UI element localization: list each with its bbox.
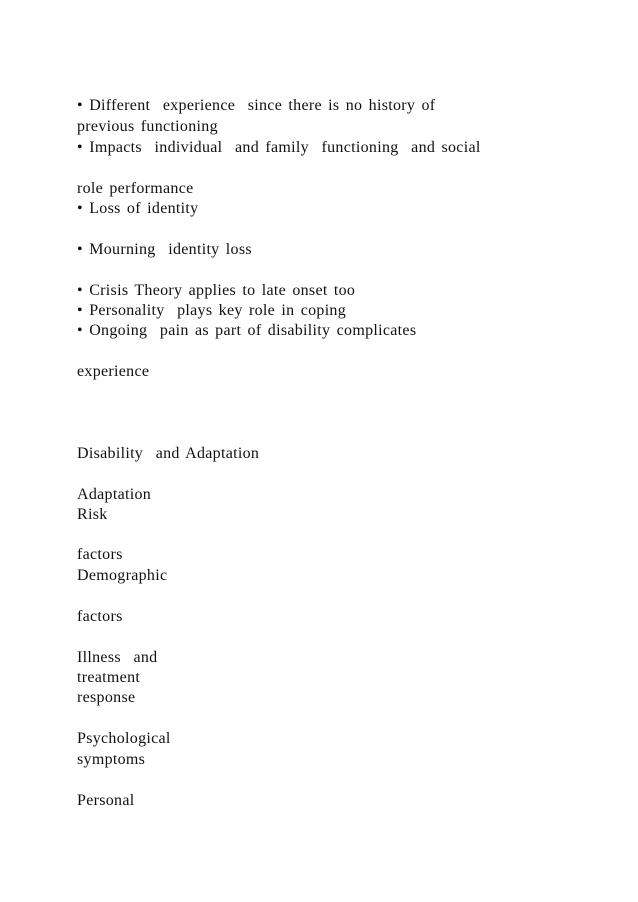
section-heading: Disability and Adaptation <box>77 445 260 462</box>
text-line: • Personality plays key role in coping <box>77 302 347 319</box>
text-line: • Loss of identity <box>77 200 199 217</box>
text-line: • Impacts individual and family functioning and social <box>77 139 481 156</box>
text-line: treatment <box>77 669 141 686</box>
text-line: Illness and <box>77 649 158 666</box>
text-line: Demographic <box>77 567 168 584</box>
text-line: • Mourning identity loss <box>77 241 252 258</box>
text-line: • Different experience since there is no history of <box>77 97 436 114</box>
text-line: • Ongoing pain as part of disability complicates <box>77 322 417 339</box>
text-line: factors <box>77 608 123 625</box>
text-line: Risk <box>77 506 108 523</box>
text-line: previous functioning <box>77 118 218 135</box>
text-line: role performance <box>77 180 194 197</box>
text-line: Psychological <box>77 730 171 747</box>
text-line: Adaptation <box>77 486 152 503</box>
text-line: response <box>77 689 136 706</box>
text-line: factors <box>77 546 123 563</box>
text-line: Personal <box>77 792 135 809</box>
text-line: symptoms <box>77 751 146 768</box>
text-line: experience <box>77 363 150 380</box>
text-line: • Crisis Theory applies to late onset too <box>77 282 356 299</box>
